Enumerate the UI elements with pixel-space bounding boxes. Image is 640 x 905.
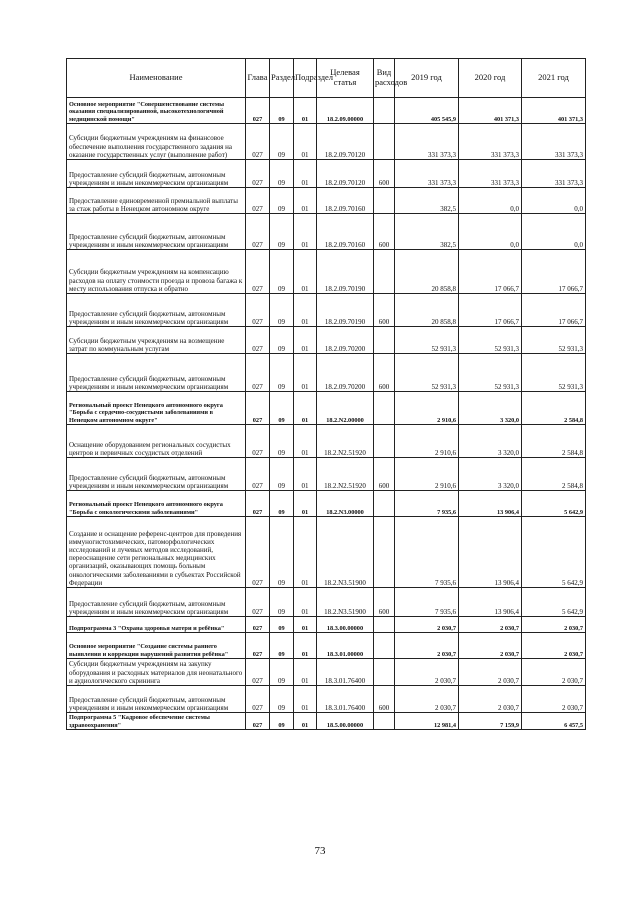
row-chapter: 027	[246, 392, 270, 425]
row-value-2019: 331 373,3	[395, 124, 459, 160]
row-value-2020: 17 066,7	[459, 294, 522, 327]
table-row-program	[67, 491, 586, 517]
row-value-2021: 5 642,9	[522, 517, 586, 588]
row-value-2020: 3 320,0	[459, 425, 522, 458]
row-section: 09	[270, 124, 294, 160]
table-row	[67, 327, 586, 354]
row-target-article: 18.2.09.70200	[317, 354, 374, 392]
row-subsection: 01	[294, 659, 317, 686]
row-chapter: 027	[246, 617, 270, 633]
row-chapter: 027	[246, 160, 270, 188]
row-chapter: 027	[246, 458, 270, 491]
row-subsection: 01	[294, 188, 317, 214]
header-target-article: Целевая статья	[317, 59, 374, 98]
row-value-2019: 2 030,7	[395, 617, 459, 633]
row-target-article: 18.3.00.00000	[317, 617, 374, 633]
row-expense-type	[374, 713, 395, 730]
table-row	[67, 659, 586, 686]
row-section: 09	[270, 160, 294, 188]
table-row	[67, 686, 586, 713]
row-section: 09	[270, 98, 294, 124]
row-expense-type	[374, 124, 395, 160]
row-value-2021: 52 931,3	[522, 327, 586, 354]
row-value-2021: 2 030,7	[522, 659, 586, 686]
row-chapter: 027	[246, 517, 270, 588]
row-value-2019: 2 910,6	[395, 458, 459, 491]
row-section: 09	[270, 392, 294, 425]
row-subsection: 01	[294, 160, 317, 188]
table-row	[67, 588, 586, 617]
row-expense-type: 600	[374, 458, 395, 491]
row-expense-type: 600	[374, 588, 395, 617]
row-expense-type	[374, 491, 395, 517]
table-row	[67, 294, 586, 327]
row-value-2019: 20 858,8	[395, 294, 459, 327]
row-target-article: 18.2.09.00000	[317, 98, 374, 124]
row-subsection: 01	[294, 392, 317, 425]
row-section: 09	[270, 659, 294, 686]
row-expense-type	[374, 98, 395, 124]
row-name: Подпрограмма 5 "Кадровое обеспечение системы здравоохранения"	[67, 713, 246, 730]
row-expense-type	[374, 392, 395, 425]
row-target-article: 18.2.09.70160	[317, 188, 374, 214]
table-row	[67, 214, 586, 250]
row-value-2020: 2 030,7	[459, 686, 522, 713]
row-section: 09	[270, 294, 294, 327]
row-target-article: 18.2.N3.00000	[317, 491, 374, 517]
row-expense-type	[374, 250, 395, 294]
row-subsection: 01	[294, 458, 317, 491]
row-expense-type: 600	[374, 214, 395, 250]
table-body	[67, 98, 586, 730]
header-expense-type: Вид расходов	[374, 59, 395, 98]
row-value-2021: 6 457,5	[522, 713, 586, 730]
row-name: Основное мероприятие "Совершенствование системы оказания специализированной, высокотехнологичной медицинской помощи"	[67, 98, 246, 124]
row-value-2019: 2 030,7	[395, 659, 459, 686]
row-subsection: 01	[294, 250, 317, 294]
row-name: Субсидии бюджетным учреждениям на возмещение затрат по коммунальным услугам	[67, 327, 246, 354]
row-section: 09	[270, 686, 294, 713]
table-row-program	[67, 617, 586, 633]
row-subsection: 01	[294, 214, 317, 250]
row-value-2019: 7 935,6	[395, 491, 459, 517]
row-value-2020: 7 159,9	[459, 713, 522, 730]
row-section: 09	[270, 633, 294, 659]
header-2019: 2019 год	[395, 59, 459, 98]
row-value-2021: 401 371,3	[522, 98, 586, 124]
table-row-program	[67, 713, 586, 730]
row-name: Региональный проект Ненецкого автономного округа "Борьба с сердечно-сосудистыми заболеваниями в Ненецком автономном округе"	[67, 392, 246, 425]
row-subsection: 01	[294, 425, 317, 458]
row-expense-type: 600	[374, 354, 395, 392]
table-row-program	[67, 633, 586, 659]
row-value-2019: 2 030,7	[395, 633, 459, 659]
row-section: 09	[270, 188, 294, 214]
row-target-article: 18.2.09.70190	[317, 294, 374, 327]
row-name: Предоставление субсидий бюджетным, автономным учреждениям и иным некоммерческим организациям	[67, 354, 246, 392]
row-target-article: 18.2.N3.51900	[317, 517, 374, 588]
table-row	[67, 517, 586, 588]
row-target-article: 18.5.00.00000	[317, 713, 374, 730]
table-row	[67, 458, 586, 491]
row-chapter: 027	[246, 425, 270, 458]
table-row	[67, 354, 586, 392]
row-value-2021: 2 584,8	[522, 425, 586, 458]
table-header-row	[67, 59, 586, 98]
row-value-2021: 17 066,7	[522, 294, 586, 327]
row-value-2019: 20 858,8	[395, 250, 459, 294]
row-value-2020: 0,0	[459, 188, 522, 214]
row-value-2020: 331 373,3	[459, 124, 522, 160]
row-subsection: 01	[294, 617, 317, 633]
header-2020: 2020 год	[459, 59, 522, 98]
table-row-program	[67, 392, 586, 425]
row-value-2019: 405 545,9	[395, 98, 459, 124]
table-row	[67, 425, 586, 458]
row-chapter: 027	[246, 98, 270, 124]
row-subsection: 01	[294, 327, 317, 354]
row-section: 09	[270, 491, 294, 517]
row-name: Субсидии бюджетным учреждениям на закупку оборудования и расходных материалов для неонатального и аудиологического скрининга	[67, 659, 246, 686]
row-value-2020: 3 320,0	[459, 458, 522, 491]
row-subsection: 01	[294, 686, 317, 713]
row-target-article: 18.2.09.70160	[317, 214, 374, 250]
row-target-article: 18.2.N3.51900	[317, 588, 374, 617]
row-value-2020: 0,0	[459, 214, 522, 250]
row-value-2021: 2 584,8	[522, 392, 586, 425]
row-value-2020: 3 320,0	[459, 392, 522, 425]
row-section: 09	[270, 617, 294, 633]
row-target-article: 18.2.09.70120	[317, 160, 374, 188]
row-value-2020: 52 931,3	[459, 354, 522, 392]
row-value-2021: 2 030,7	[522, 633, 586, 659]
row-expense-type: 600	[374, 686, 395, 713]
row-expense-type	[374, 327, 395, 354]
row-name: Предоставление субсидий бюджетным, автономным учреждениям и иным некоммерческим организациям	[67, 214, 246, 250]
row-chapter: 027	[246, 659, 270, 686]
row-chapter: 027	[246, 588, 270, 617]
row-name: Субсидии бюджетным учреждениям на компенсацию расходов на оплату стоимости проезда и провоза багажа к месту использования отпуска и обратно	[67, 250, 246, 294]
row-value-2021: 2 584,8	[522, 458, 586, 491]
row-value-2019: 2 910,6	[395, 425, 459, 458]
row-section: 09	[270, 327, 294, 354]
row-target-article: 18.3.01.76400	[317, 686, 374, 713]
row-target-article: 18.2.N2.51920	[317, 425, 374, 458]
row-section: 09	[270, 588, 294, 617]
header-section: Раздел	[270, 59, 294, 98]
row-section: 09	[270, 458, 294, 491]
row-value-2020: 2 030,7	[459, 659, 522, 686]
row-name: Предоставление субсидий бюджетным, автономным учреждениям и иным некоммерческим организациям	[67, 686, 246, 713]
page-number: 73	[314, 845, 326, 857]
row-target-article: 18.3.01.76400	[317, 659, 374, 686]
row-section: 09	[270, 250, 294, 294]
table-row-program	[67, 98, 586, 124]
header-2021: 2021 год	[522, 59, 586, 98]
row-value-2021: 331 373,3	[522, 160, 586, 188]
row-target-article: 18.2.N2.51920	[317, 458, 374, 491]
row-expense-type	[374, 425, 395, 458]
row-section: 09	[270, 354, 294, 392]
row-value-2020: 401 371,3	[459, 98, 522, 124]
row-value-2019: 52 931,3	[395, 354, 459, 392]
row-chapter: 027	[246, 354, 270, 392]
row-chapter: 027	[246, 188, 270, 214]
row-chapter: 027	[246, 250, 270, 294]
header-subsection: Подраздел	[294, 59, 317, 98]
row-value-2020: 2 030,7	[459, 617, 522, 633]
row-value-2021: 0,0	[522, 188, 586, 214]
row-name: Предоставление субсидий бюджетным, автономным учреждениям и иным некоммерческим организациям	[67, 160, 246, 188]
table-row	[67, 160, 586, 188]
row-target-article: 18.2.09.70190	[317, 250, 374, 294]
row-value-2019: 2 030,7	[395, 686, 459, 713]
row-value-2020: 13 906,4	[459, 517, 522, 588]
row-section: 09	[270, 713, 294, 730]
row-value-2021: 5 642,9	[522, 491, 586, 517]
row-subsection: 01	[294, 98, 317, 124]
row-chapter: 027	[246, 327, 270, 354]
row-target-article: 18.2.09.70120	[317, 124, 374, 160]
row-chapter: 027	[246, 686, 270, 713]
row-name: Основное мероприятие "Создание системы раннего выявления и коррекции нарушений развития ребёнка"	[67, 633, 246, 659]
row-value-2021: 52 931,3	[522, 354, 586, 392]
row-name: Создание и оснащение референс-центров для проведения иммуногистохимических, патоморфологических исследований и лучевых методов исследований, переоснащение сети региональных медицинских организаций, оказывающих помощь больным онкологическими заболеваниями в субъектах Российской Федерации	[67, 517, 246, 588]
row-value-2019: 12 981,4	[395, 713, 459, 730]
row-value-2020: 17 066,7	[459, 250, 522, 294]
row-name: Предоставление субсидий бюджетным, автономным учреждениям и иным некоммерческим организациям	[67, 458, 246, 491]
row-chapter: 027	[246, 713, 270, 730]
row-name: Предоставление единовременной премиальной выплаты за стаж работы в Ненецком автономном округе	[67, 188, 246, 214]
row-subsection: 01	[294, 517, 317, 588]
row-name: Предоставление субсидий бюджетным, автономным учреждениям и иным некоммерческим организациям	[67, 294, 246, 327]
row-subsection: 01	[294, 491, 317, 517]
row-section: 09	[270, 517, 294, 588]
row-subsection: 01	[294, 588, 317, 617]
row-chapter: 027	[246, 633, 270, 659]
row-value-2020: 52 931,3	[459, 327, 522, 354]
row-value-2021: 5 642,9	[522, 588, 586, 617]
row-chapter: 027	[246, 294, 270, 327]
row-section: 09	[270, 214, 294, 250]
row-expense-type	[374, 617, 395, 633]
row-subsection: 01	[294, 354, 317, 392]
table-row	[67, 124, 586, 160]
row-name: Региональный проект Ненецкого автономного округа "Борьба с онкологическими заболеваниями"	[67, 491, 246, 517]
row-value-2020: 331 373,3	[459, 160, 522, 188]
row-value-2021: 2 030,7	[522, 686, 586, 713]
row-expense-type	[374, 517, 395, 588]
row-value-2021: 331 373,3	[522, 124, 586, 160]
row-chapter: 027	[246, 214, 270, 250]
row-value-2019: 382,5	[395, 188, 459, 214]
row-name: Субсидии бюджетным учреждениям на финансовое обеспечение выполнения государственного задания на оказание государственных услуг (выполнение работ)	[67, 124, 246, 160]
row-value-2020: 2 030,7	[459, 633, 522, 659]
row-expense-type	[374, 188, 395, 214]
row-name: Оснащение оборудованием региональных сосудистых центров и первичных сосудистых отделений	[67, 425, 246, 458]
table-row	[67, 188, 586, 214]
row-chapter: 027	[246, 491, 270, 517]
row-value-2020: 13 906,4	[459, 588, 522, 617]
header-chapter: Глава	[246, 59, 270, 98]
row-value-2019: 7 935,6	[395, 588, 459, 617]
header-name: Наименование	[67, 59, 246, 98]
budget-table	[66, 58, 586, 730]
row-value-2019: 331 373,3	[395, 160, 459, 188]
row-name: Подпрограмма 3 "Охрана здоровья матери и ребёнка"	[67, 617, 246, 633]
row-value-2021: 17 066,7	[522, 250, 586, 294]
row-subsection: 01	[294, 124, 317, 160]
row-expense-type	[374, 659, 395, 686]
row-value-2019: 52 931,3	[395, 327, 459, 354]
row-expense-type: 600	[374, 160, 395, 188]
row-target-article: 18.2.09.70200	[317, 327, 374, 354]
row-subsection: 01	[294, 713, 317, 730]
row-value-2021: 2 030,7	[522, 617, 586, 633]
row-subsection: 01	[294, 294, 317, 327]
row-chapter: 027	[246, 124, 270, 160]
row-name: Предоставление субсидий бюджетным, автономным учреждениям и иным некоммерческим организациям	[67, 588, 246, 617]
row-expense-type	[374, 633, 395, 659]
row-expense-type: 600	[374, 294, 395, 327]
table-row	[67, 250, 586, 294]
row-value-2019: 2 910,6	[395, 392, 459, 425]
row-value-2019: 7 935,6	[395, 517, 459, 588]
row-value-2021: 0,0	[522, 214, 586, 250]
row-section: 09	[270, 425, 294, 458]
row-subsection: 01	[294, 633, 317, 659]
row-value-2019: 382,5	[395, 214, 459, 250]
row-target-article: 18.3.01.00000	[317, 633, 374, 659]
row-target-article: 18.2.N2.00000	[317, 392, 374, 425]
row-value-2020: 13 906,4	[459, 491, 522, 517]
